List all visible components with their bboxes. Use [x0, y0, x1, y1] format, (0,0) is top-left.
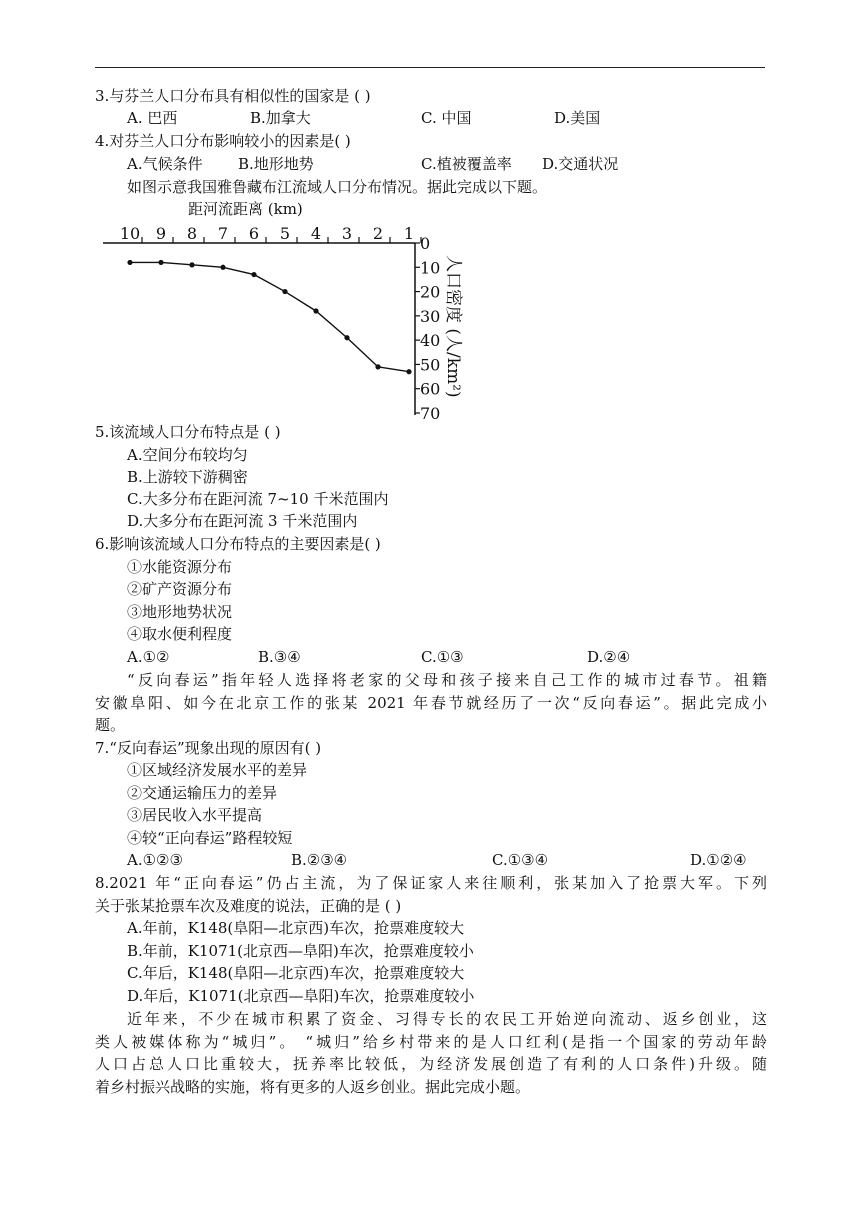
chart-data-point [282, 289, 287, 294]
question-6-option-c[interactable]: C.①③ [421, 648, 464, 666]
question-6-item-4: ④取水便利程度 [127, 625, 233, 643]
question-6-item-1: ①水能资源分布 [127, 558, 233, 576]
question-7-item-1: ①区域经济发展水平的差异 [127, 761, 308, 779]
chart-y-tick-label: 10 [420, 258, 441, 278]
question-6-option-d[interactable]: D.②④ [587, 648, 631, 666]
chart-y-tick-label: 20 [420, 282, 441, 302]
chart-series-line [130, 262, 409, 371]
chart-x-tick-label: 9 [155, 224, 167, 243]
chart-x-tick-label: 10 [119, 224, 141, 243]
question-7-item-4: ④较“正向春运”路程较短 [127, 829, 293, 847]
question-6-stem: 6.影响该流域人口分布特点的主要因素是( ) [95, 535, 381, 553]
question-8-stem-line-2: 关于张某抢票车次及难度的说法，正确的是 ( ) [95, 897, 402, 915]
question-7-item-3: ③居民收入水平提高 [127, 806, 263, 824]
question-5-option-d[interactable]: D.大多分布在距河流 3 千米范围内 [127, 512, 358, 530]
chart-y-tick-label: 70 [420, 404, 441, 420]
header-rule [95, 67, 765, 68]
chart-y-tick-label: 40 [420, 331, 441, 351]
chart-data-point [127, 260, 132, 265]
question-6-option-b[interactable]: B.③④ [258, 648, 301, 666]
chart-data-point [406, 369, 411, 374]
chart-x-tick-label: 8 [186, 224, 198, 243]
chart-data-point [313, 308, 318, 313]
passage-1-line-3: 题。 [95, 716, 126, 734]
question-3-stem: 3.与芬兰人口分布具有相似性的国家是 ( ) [95, 87, 371, 105]
passage-2-line-3: 人口占总人口比重较大，抚养率比较低，为经济发展创造了有利的人口条件)升级。随 [95, 1055, 767, 1073]
question-7-option-a[interactable]: A.①②③ [127, 851, 183, 869]
chart-y-tick-label: 0 [420, 234, 431, 253]
question-6-item-2: ②矿产资源分布 [127, 580, 233, 598]
passage-2-line-2: 类人被媒体称为“城归”。 “城归”给乡村带来的是人口红利(是指一个国家的劳动年龄 [95, 1033, 767, 1051]
question-8-option-d[interactable]: D.年后，K1071(北京西—阜阳)车次，抢票难度较小 [127, 987, 475, 1005]
question-4-option-d[interactable]: D.交通状况 [542, 155, 619, 173]
question-3-option-c[interactable]: C. 中国 [421, 109, 472, 127]
chart-data-point [220, 265, 225, 270]
question-8-stem-line-1: 8.2021 年“正向春运”仍占主流，为了保证家人来往顺利，张某加入了抢票大军。下列 [95, 874, 767, 892]
passage-1-line-2: 安徽阜阳、如今在北京工作的张某 2021 年春节就经历了一次“反向春运”。据此完成小 [95, 694, 767, 712]
passage-2-line-4: 着乡村振兴战略的实施，将有更多的人返乡创业。据此完成小题。 [95, 1078, 531, 1096]
chart-x-tick-label: 1 [403, 224, 415, 243]
question-7-option-c[interactable]: C.①③④ [492, 851, 549, 869]
chart-data-point [251, 272, 256, 277]
chart-y-tick-label: 30 [420, 306, 441, 326]
passage-2-line-1: 近年来，不少在城市积累了资金、习得专长的农民工开始逆向流动、返乡创业，这 [127, 1010, 767, 1028]
question-3-option-a[interactable]: A. 巴西 [127, 109, 178, 127]
question-7-option-b[interactable]: B.②③④ [291, 851, 348, 869]
passage-1-line-1: “反向春运”指年轻人选择将老家的父母和孩子接来自己工作的城市过春节。祖籍 [127, 671, 767, 689]
chart-x-tick-label: 6 [248, 224, 260, 243]
chart-y-axis-label: 人口密度 (人/km²) [443, 255, 463, 398]
question-5-option-c[interactable]: C.大多分布在距河流 7~10 千米范围内 [127, 490, 389, 508]
question-5-stem: 5.该流域人口分布特点是 ( ) [95, 423, 281, 441]
question-7-option-d[interactable]: D.①②④ [690, 851, 747, 869]
chart-data-point [189, 262, 194, 267]
chart-x-axis-label: 距河流距离 (km) [188, 200, 303, 218]
question-8-option-c[interactable]: C.年后，K148(阜阳—北京西)车次，抢票难度较大 [127, 964, 465, 982]
question-3-option-b[interactable]: B.加拿大 [250, 109, 311, 127]
question-4-stem: 4.对芬兰人口分布影响较小的因素是( ) [95, 132, 351, 150]
question-5-option-a[interactable]: A.空间分布较均匀 [127, 446, 248, 464]
chart-x-tick-label: 4 [310, 224, 322, 243]
question-7-item-2: ②交通运输压力的差异 [127, 784, 278, 802]
population-density-chart [95, 195, 495, 420]
chart-y-tick-label: 50 [420, 355, 441, 375]
question-7-stem: 7.“反向春运”现象出现的原因有( ) [95, 739, 322, 757]
chart-y-tick-label: 60 [420, 379, 441, 399]
chart-x-tick-label: 7 [217, 224, 229, 243]
question-8-option-b[interactable]: B.年前，K1071(北京西—阜阳)车次，抢票难度较小 [127, 942, 474, 960]
question-4-option-b[interactable]: B.地形地势 [238, 155, 314, 173]
question-8-option-a[interactable]: A.年前，K148(阜阳—北京西)车次，抢票难度较大 [127, 919, 465, 937]
chart-x-tick-label: 2 [372, 224, 384, 243]
question-4-option-a[interactable]: A.气候条件 [127, 155, 203, 173]
chart-data-point [344, 335, 349, 340]
chart-x-tick-label: 3 [341, 224, 353, 243]
figure-intro: 如图示意我国雅鲁藏布江流域人口分布情况。据此完成以下题。 [127, 178, 548, 196]
question-6-item-3: ③地形地势状况 [127, 603, 233, 621]
chart-data-point [158, 260, 163, 265]
question-3-option-d[interactable]: D.美国 [554, 109, 601, 127]
chart-x-tick-label: 5 [279, 224, 291, 243]
question-6-option-a[interactable]: A.①② [127, 648, 170, 666]
chart-data-point [375, 364, 380, 369]
question-4-option-c[interactable]: C.植被覆盖率 [421, 155, 512, 173]
question-5-option-b[interactable]: B.上游较下游稠密 [127, 468, 248, 486]
